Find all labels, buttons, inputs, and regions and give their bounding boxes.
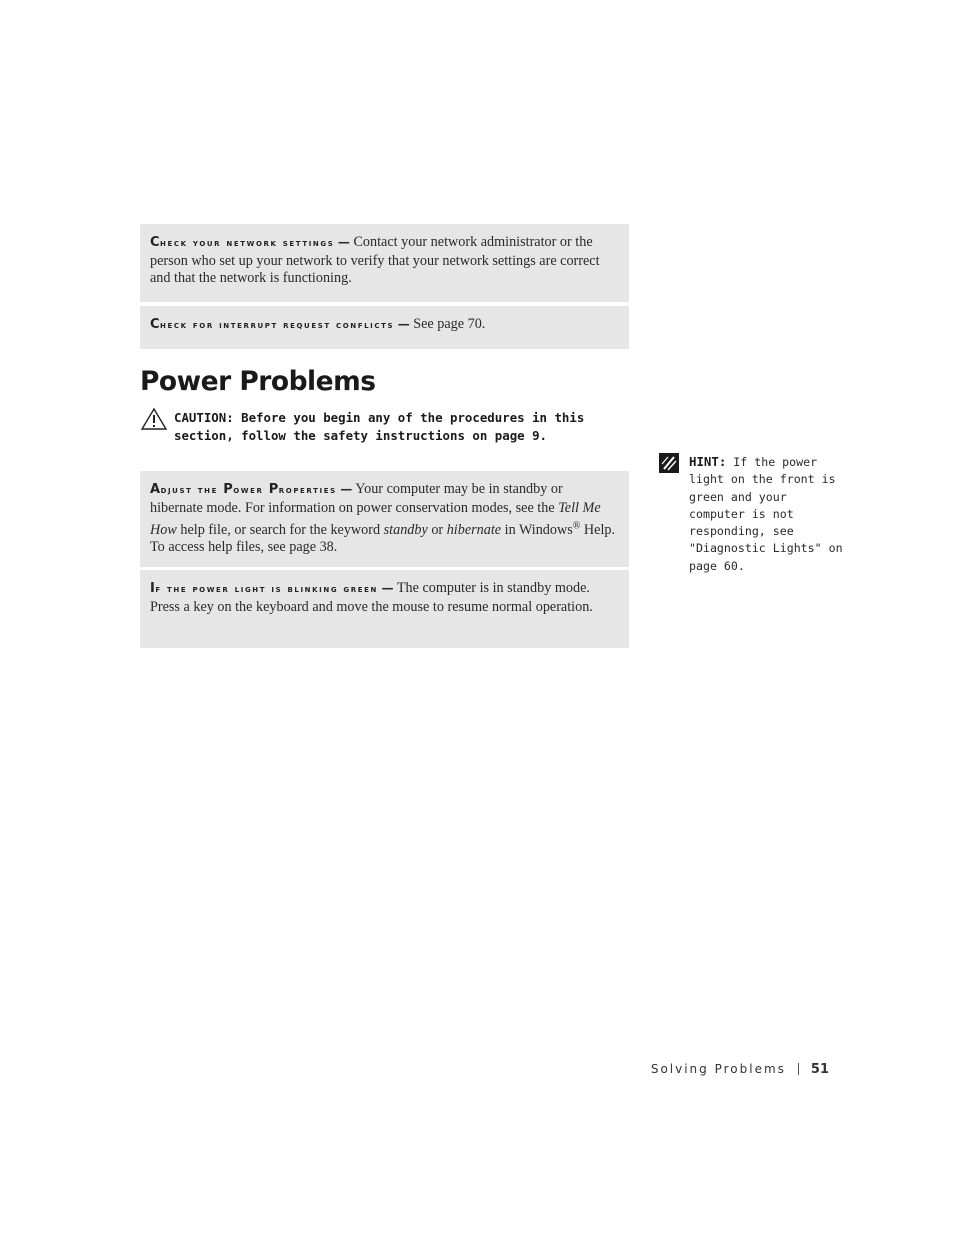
heading-dash: —	[340, 482, 353, 496]
interrupt-conflicts-body: See page 70.	[413, 316, 486, 332]
hint-text: HINT: If the power light on the front is green and your computer is not responding, see "Diagnostic Lights" on page 60.	[689, 454, 843, 573]
interrupt-conflicts-box	[140, 306, 629, 349]
section-title: Power Problems	[140, 366, 376, 397]
power-properties-body: Your computer may be in standby or hibernate mode. For information on power conservation modes, see the Tell Me How help file, or search for the keyword standby or hibernate in Windows® Help. To access help files, see page 38.	[150, 481, 616, 556]
blinking-green-box	[140, 570, 629, 648]
heading-dash: —	[337, 235, 350, 249]
blinking-green-heading: If the power light is blinking green	[150, 581, 378, 596]
power-properties-box	[140, 471, 629, 567]
interrupt-conflicts-heading: Check for interrupt request conflicts	[150, 317, 395, 332]
network-settings-box	[140, 224, 629, 302]
hint-label: HINT:	[689, 454, 727, 469]
heading-dash: —	[381, 581, 394, 595]
heading-dash: —	[397, 317, 410, 331]
caution-text: CAUTION: Before you begin any of the procedures in this section, follow the safety instructions on page 9.	[174, 410, 585, 443]
page-footer	[600, 1062, 829, 1077]
pencil-note-icon	[659, 453, 679, 473]
footer-divider	[798, 1063, 799, 1075]
footer-section-name: Solving Problems	[650, 1062, 786, 1076]
power-properties-heading: Adjust the Power Properties	[150, 482, 337, 497]
network-settings-heading: Check your network settings	[150, 235, 335, 250]
warning-triangle-icon	[140, 407, 168, 431]
page-number: 51	[810, 1062, 829, 1077]
blinking-green-body: The computer is in standby mode. Press a key on the keyboard and move the mouse to resume normal operation.	[150, 580, 593, 615]
network-settings-body: Contact your network administrator or the person who set up your network to verify that your network settings are correct and that the network is functioning.	[150, 234, 600, 286]
